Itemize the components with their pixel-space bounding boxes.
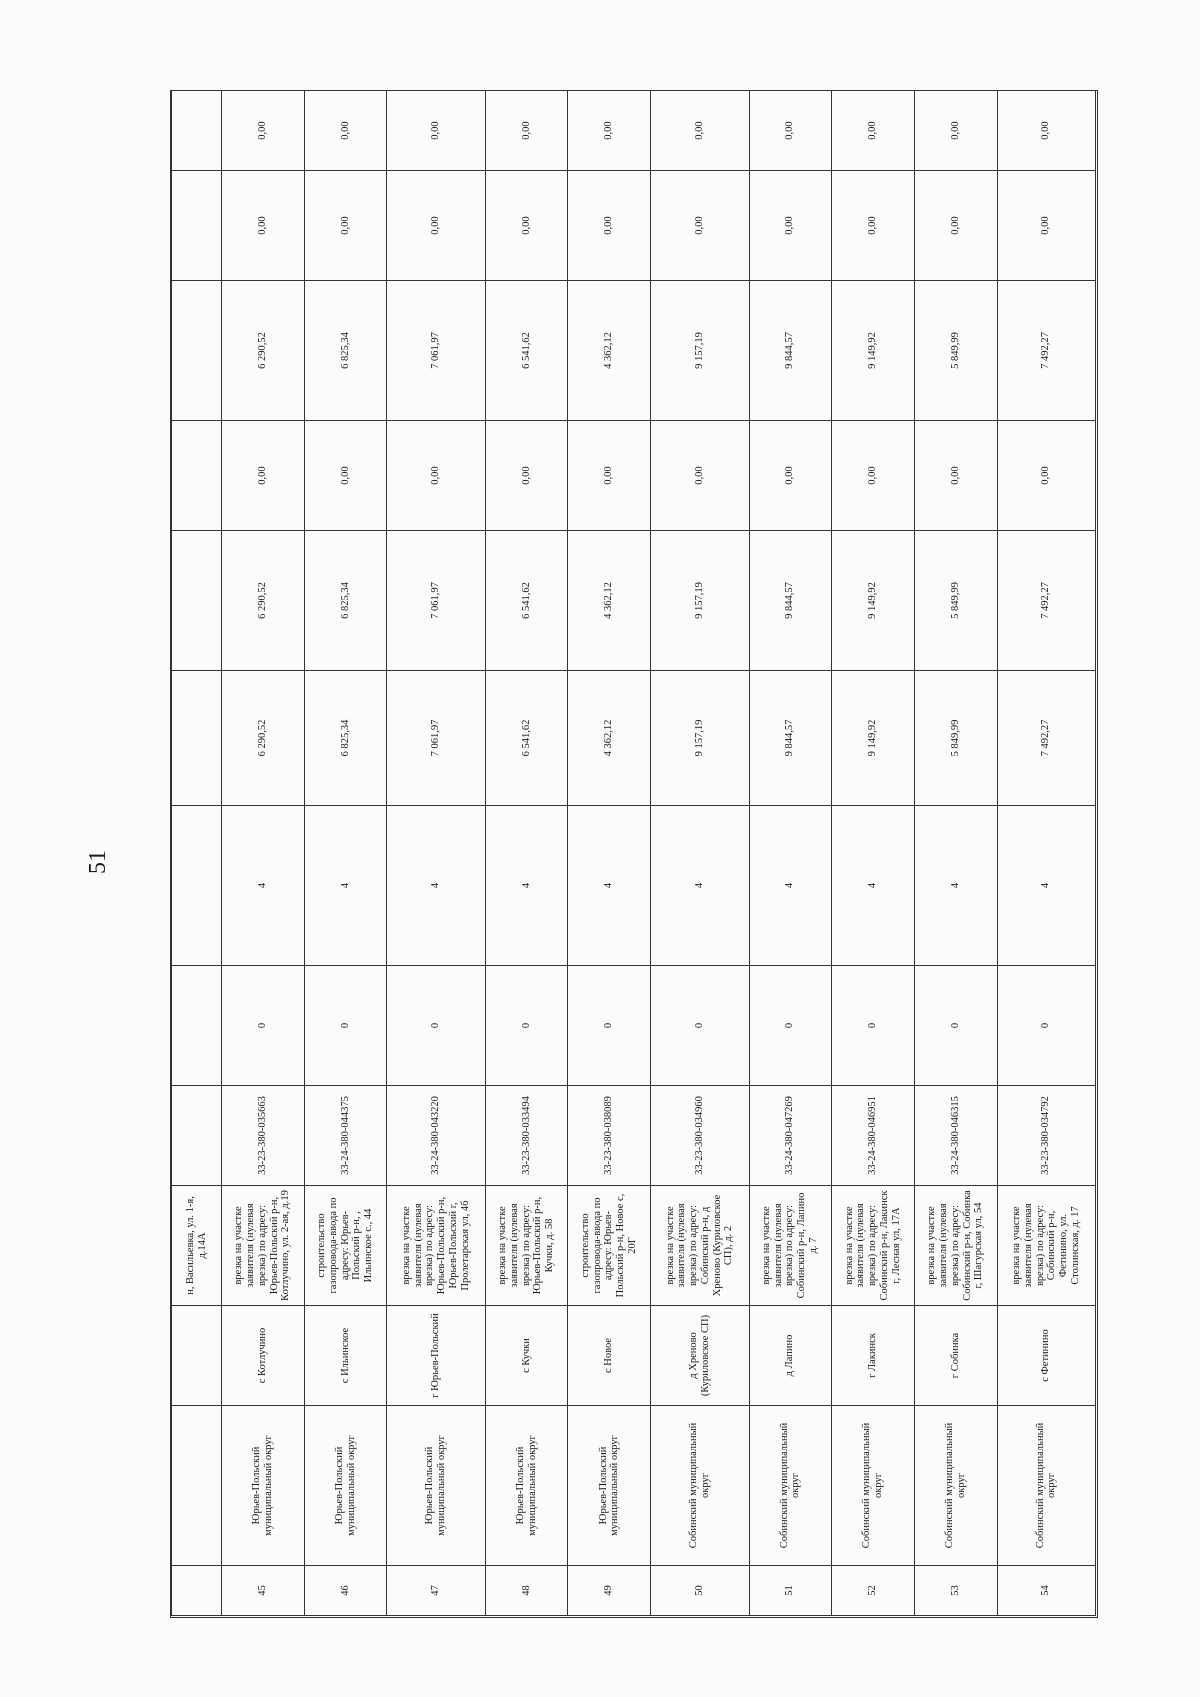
cell-v1: 6 541,62 xyxy=(485,671,568,806)
cell-v5: 0,00 xyxy=(832,171,915,281)
table-row xyxy=(914,91,997,1616)
cell-district: Юрьев-Польский муниципальный округ xyxy=(387,1406,485,1566)
table-row xyxy=(997,91,1095,1616)
cell-v2: 9 844,57 xyxy=(749,531,832,671)
cell-locality: г Собинка xyxy=(914,1306,997,1406)
cell-four: 4 xyxy=(568,806,651,966)
cell-desc: врезка на участке заявителя (нулевая врезка) по адресу: Собинский р-н, Фетинино, ул. Столинская, д. 17 xyxy=(997,1186,1095,1306)
cell-v6: 0,00 xyxy=(749,91,832,171)
cell-district: Собинский муниципальный округ xyxy=(749,1406,832,1566)
cell-zero: 0 xyxy=(914,966,997,1086)
cell-desc: врезка на участке заявителя (нулевая врезка) по адресу: Юрьев-Польский р-н, Кучки, д. 58 xyxy=(485,1186,568,1306)
cell-desc: врезка на участке заявителя (нулевая врезка) по адресу: Юрьев-Польский р-н, Юрьев-Польский г, Пролетарская ул, 4б xyxy=(387,1186,485,1306)
cell-v2: 9 149,92 xyxy=(832,531,915,671)
cell-locality: с Кучки xyxy=(485,1306,568,1406)
table-row xyxy=(651,91,749,1616)
cell-locality xyxy=(172,1306,222,1406)
cell-v3 xyxy=(172,421,222,531)
cell-v1: 5 849,99 xyxy=(914,671,997,806)
page-number: 51 xyxy=(84,850,111,874)
cell-district: Собинский муниципальный округ xyxy=(914,1406,997,1566)
cell-v6: 0,00 xyxy=(568,91,651,171)
cell-num xyxy=(172,1566,222,1616)
cell-v1: 6 825,34 xyxy=(304,671,387,806)
cell-v3: 0,00 xyxy=(485,421,568,531)
cell-v6: 0,00 xyxy=(387,91,485,171)
cell-zero: 0 xyxy=(387,966,485,1086)
cell-zero: 0 xyxy=(304,966,387,1086)
cell-code: 33-23-380-033494 xyxy=(485,1086,568,1186)
table-body xyxy=(172,91,1096,1616)
cell-v2: 6 825,34 xyxy=(304,531,387,671)
cell-code: 33-24-380-046951 xyxy=(832,1086,915,1186)
cell-v1: 9 157,19 xyxy=(651,671,749,806)
data-table xyxy=(171,90,1096,1616)
cell-v2 xyxy=(172,531,222,671)
cell-v5: 0,00 xyxy=(914,171,997,281)
cell-code: 33-24-380-047269 xyxy=(749,1086,832,1186)
cell-four: 4 xyxy=(651,806,749,966)
cell-district: Юрьев-Польский муниципальный округ xyxy=(222,1406,305,1566)
cell-v5: 0,00 xyxy=(387,171,485,281)
cell-v2: 6 541,62 xyxy=(485,531,568,671)
cell-v2: 9 157,19 xyxy=(651,531,749,671)
table-row xyxy=(387,91,485,1616)
cell-locality: с Новое xyxy=(568,1306,651,1406)
cell-code: 33-23-380-035663 xyxy=(222,1086,305,1186)
cell-v6: 0,00 xyxy=(485,91,568,171)
cell-num: 46 xyxy=(304,1566,387,1616)
cell-zero: 0 xyxy=(222,966,305,1086)
cell-v4: 9 157,19 xyxy=(651,281,749,421)
cell-four: 4 xyxy=(387,806,485,966)
cell-v6: 0,00 xyxy=(222,91,305,171)
cell-code: 33-24-380-043220 xyxy=(387,1086,485,1186)
cell-v1: 7 492,27 xyxy=(997,671,1095,806)
cell-v1: 4 362,12 xyxy=(568,671,651,806)
cell-v6: 0,00 xyxy=(997,91,1095,171)
cell-zero: 0 xyxy=(749,966,832,1086)
cell-v4: 4 362,12 xyxy=(568,281,651,421)
cell-v2: 7 061,97 xyxy=(387,531,485,671)
cell-v3: 0,00 xyxy=(651,421,749,531)
cell-locality: с Котлучино xyxy=(222,1306,305,1406)
cell-v3: 0,00 xyxy=(304,421,387,531)
cell-district: Собинский муниципальный округ xyxy=(832,1406,915,1566)
cell-v4: 5 849,99 xyxy=(914,281,997,421)
cell-v5: 0,00 xyxy=(222,171,305,281)
cell-v5 xyxy=(172,171,222,281)
cell-v6: 0,00 xyxy=(304,91,387,171)
cell-v4: 9 844,57 xyxy=(749,281,832,421)
cell-desc: врезка на участке заявителя (нулевая врезка) по адресу: Собинский р-н, Лакинск г, Лесная ул, 17А xyxy=(832,1186,915,1306)
cell-four: 4 xyxy=(997,806,1095,966)
cell-zero: 0 xyxy=(997,966,1095,1086)
cell-desc: н, Васильевка, ул. 1-я, д.14А xyxy=(172,1186,222,1306)
cell-v2: 5 849,99 xyxy=(914,531,997,671)
cell-four: 4 xyxy=(749,806,832,966)
cell-v5: 0,00 xyxy=(651,171,749,281)
cell-v3: 0,00 xyxy=(222,421,305,531)
table-row xyxy=(485,91,568,1616)
cell-v1: 9 844,57 xyxy=(749,671,832,806)
cell-desc: строительство газопровода-ввода по адресу: Юрьев-Польский р-н, , Ильинское с., 44 xyxy=(304,1186,387,1306)
cell-v5: 0,00 xyxy=(749,171,832,281)
cell-v5: 0,00 xyxy=(997,171,1095,281)
cell-v2: 7 492,27 xyxy=(997,531,1095,671)
cell-locality: д Хреново (Куриловское СП) xyxy=(651,1306,749,1406)
cell-v3: 0,00 xyxy=(832,421,915,531)
cell-num: 47 xyxy=(387,1566,485,1616)
table-row xyxy=(304,91,387,1616)
continuation-row xyxy=(172,91,222,1616)
cell-district: Юрьев-Польский муниципальный округ xyxy=(304,1406,387,1566)
cell-v5: 0,00 xyxy=(485,171,568,281)
table-row xyxy=(832,91,915,1616)
cell-v4: 6 541,62 xyxy=(485,281,568,421)
cell-code: 33-23-380-034792 xyxy=(997,1086,1095,1186)
cell-district xyxy=(172,1406,222,1566)
cell-locality: с Ильинское xyxy=(304,1306,387,1406)
cell-desc: врезка на участке заявителя (нулевая врезка) по адресу: Собинский р-н, д Хреново (Куриловское СП), д. 2 xyxy=(651,1186,749,1306)
cell-code: 33-23-380-038089 xyxy=(568,1086,651,1186)
cell-v1 xyxy=(172,671,222,806)
cell-num: 51 xyxy=(749,1566,832,1616)
cell-desc: врезка на участке заявителя (нулевая врезка) по адресу: Юрьев-Польский р-н, Котлучино, ул. 2-ая, д.19 xyxy=(222,1186,305,1306)
cell-v6: 0,00 xyxy=(832,91,915,171)
cell-zero: 0 xyxy=(832,966,915,1086)
cell-v5: 0,00 xyxy=(304,171,387,281)
cell-v6: 0,00 xyxy=(914,91,997,171)
rotated-table-frame xyxy=(170,90,1098,1618)
cell-v2: 4 362,12 xyxy=(568,531,651,671)
cell-code: 33-23-380-034960 xyxy=(651,1086,749,1186)
cell-v4: 6 290,52 xyxy=(222,281,305,421)
cell-four: 4 xyxy=(304,806,387,966)
cell-four xyxy=(172,806,222,966)
cell-num: 53 xyxy=(914,1566,997,1616)
cell-v1: 9 149,92 xyxy=(832,671,915,806)
table-row xyxy=(568,91,651,1616)
cell-v4 xyxy=(172,281,222,421)
cell-v6: 0,00 xyxy=(651,91,749,171)
cell-locality: с Фетинино xyxy=(997,1306,1095,1406)
cell-four: 4 xyxy=(914,806,997,966)
table-rotation-wrapper xyxy=(171,91,1096,1616)
cell-four: 4 xyxy=(832,806,915,966)
cell-v4: 6 825,34 xyxy=(304,281,387,421)
cell-zero: 0 xyxy=(568,966,651,1086)
cell-v2: 6 290,52 xyxy=(222,531,305,671)
cell-desc: врезка на участке заявителя (нулевая врезка) по адресу: Собинский р-н, Лапино д. 7 xyxy=(749,1186,832,1306)
cell-desc: врезка на участке заявителя (нулевая врезка) по адресу: Собинский р-н, Собинка г, Шагурская ул, 54 xyxy=(914,1186,997,1306)
cell-num: 50 xyxy=(651,1566,749,1616)
cell-num: 45 xyxy=(222,1566,305,1616)
table-row xyxy=(749,91,832,1616)
cell-num: 52 xyxy=(832,1566,915,1616)
cell-v6 xyxy=(172,91,222,171)
cell-locality: г Лакинск xyxy=(832,1306,915,1406)
cell-code: 33-24-380-046315 xyxy=(914,1086,997,1186)
cell-v4: 9 149,92 xyxy=(832,281,915,421)
cell-locality: г Юрьев-Польский xyxy=(387,1306,485,1406)
cell-zero: 0 xyxy=(651,966,749,1086)
cell-locality: д Лапино xyxy=(749,1306,832,1406)
cell-v4: 7 492,27 xyxy=(997,281,1095,421)
cell-desc: строительство газопровода-ввода по адресу: Юрьев-Польский р-н, Новое с, 20Г xyxy=(568,1186,651,1306)
cell-v3: 0,00 xyxy=(568,421,651,531)
cell-v5: 0,00 xyxy=(568,171,651,281)
cell-code: 33-24-380-044375 xyxy=(304,1086,387,1186)
cell-district: Юрьев-Польский муниципальный округ xyxy=(568,1406,651,1566)
cell-four: 4 xyxy=(485,806,568,966)
cell-v3: 0,00 xyxy=(997,421,1095,531)
cell-num: 54 xyxy=(997,1566,1095,1616)
cell-district: Собинский муниципальный округ xyxy=(997,1406,1095,1566)
cell-v1: 7 061,97 xyxy=(387,671,485,806)
cell-num: 49 xyxy=(568,1566,651,1616)
cell-code xyxy=(172,1086,222,1186)
cell-v3: 0,00 xyxy=(914,421,997,531)
cell-num: 48 xyxy=(485,1566,568,1616)
cell-district: Юрьев-Польский муниципальный округ xyxy=(485,1406,568,1566)
cell-zero xyxy=(172,966,222,1086)
cell-four: 4 xyxy=(222,806,305,966)
table-row xyxy=(222,91,305,1616)
cell-district: Собинский муниципальный округ xyxy=(651,1406,749,1566)
cell-v3: 0,00 xyxy=(387,421,485,531)
cell-v3: 0,00 xyxy=(749,421,832,531)
cell-zero: 0 xyxy=(485,966,568,1086)
cell-v1: 6 290,52 xyxy=(222,671,305,806)
cell-v4: 7 061,97 xyxy=(387,281,485,421)
